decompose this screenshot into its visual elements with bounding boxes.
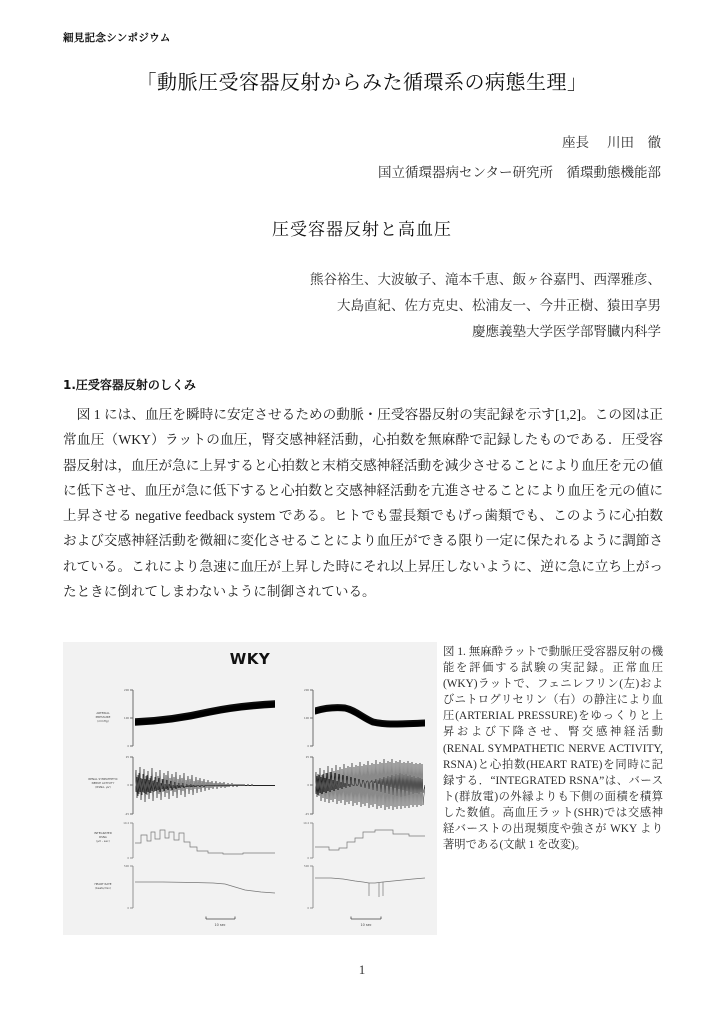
document-title: 「動脈圧受容器反射からみた循環系の病態生理」 xyxy=(136,72,588,94)
talk-title: 圧受容器反射と高血圧 xyxy=(272,220,452,239)
svg-text:-25: -25 xyxy=(304,813,309,816)
svg-text:25: 25 xyxy=(305,756,309,759)
svg-text:100: 100 xyxy=(304,717,309,720)
author-block xyxy=(63,267,661,345)
svg-text:200: 200 xyxy=(304,689,309,692)
svg-text:500: 500 xyxy=(124,865,129,868)
svg-text:100: 100 xyxy=(124,717,129,720)
svg-text:INTEGRATED: INTEGRATED xyxy=(94,831,112,835)
svg-text:10 sec: 10 sec xyxy=(214,923,226,927)
author-line-2: 大島直紀、佐方克史、松浦友一、今井正樹、猿田享男 xyxy=(337,298,661,313)
figure-row xyxy=(63,642,663,942)
physiological-recording-traces xyxy=(63,642,437,935)
author-line-1: 熊谷裕生、大波敏子、滝本千恵、飯ヶ谷嘉門、西澤雅彦、 xyxy=(310,272,661,287)
svg-text:0: 0 xyxy=(307,857,309,860)
svg-text:PRESSURE: PRESSURE xyxy=(95,715,111,719)
svg-text:0: 0 xyxy=(127,745,129,748)
svg-text:0: 0 xyxy=(127,857,129,860)
body-paragraph: 図 1 には、血圧を瞬時に安定させるための動脈・圧受容器反射の実記録を示す[1,2]。この図は正常血圧（WKY）ラットの血圧，腎交感神経活動，心拍数を無麻酔で記録したものである．圧受容器反射は，血圧が急に上昇すると心拍数と末梢交感神経活動を減少させることにより血圧を元の値に低下させ、血圧が急に低下すると心拍数と交感神経活動を亢進させることにより血圧を元の値に上昇させる negative feedback system である。ヒトでも霊長類でもげっ歯類でも、このように心拍数および交感神経活動を微細に変化させることにより血圧ができる限り一定に保たれるように調節されている。これにより急速に血圧が上昇した時にそれ以上昇圧しないように、逆に急に立ち上がったときに倒れてしまわないように制御されている。 xyxy=(63,407,663,600)
svg-text:10.4: 10.4 xyxy=(123,822,129,825)
section-heading: 1.圧受容器反射のしくみ xyxy=(63,378,196,392)
page-number: 1 xyxy=(358,962,366,977)
svg-text:(µV - sec): (µV - sec) xyxy=(96,839,110,843)
chair-block xyxy=(63,128,661,188)
svg-text:ARTERIAL: ARTERIAL xyxy=(96,711,110,715)
svg-text:(mmHg): (mmHg) xyxy=(97,719,109,723)
figure-image xyxy=(63,642,437,935)
svg-text:10 sec: 10 sec xyxy=(360,923,372,927)
svg-text:RENAL SYMPATHETIC: RENAL SYMPATHETIC xyxy=(88,777,118,781)
chair-name-line xyxy=(63,128,661,158)
svg-text:0: 0 xyxy=(127,907,129,910)
chair-name: 川田 徹 xyxy=(607,135,661,150)
svg-text:0: 0 xyxy=(307,745,309,748)
chair-affiliation: 国立循環器病センター研究所 循環動態機能部 xyxy=(378,165,661,180)
svg-text:RSNA: RSNA xyxy=(99,835,107,839)
svg-text:(RSNA, µV): (RSNA, µV) xyxy=(95,785,111,789)
svg-text:0: 0 xyxy=(127,784,129,787)
figure-caption: 図 1. 無麻酔ラットで動脈圧受容器反射の機能を評価する試験の実記録。正常血圧(WKY)ラットで、フェニレフリン(左)およびニトログリセリン（右）の静注により血圧(ARTERIAL PRESSURE)をゆっくりと上昇および下降させ、腎交感神経活動(RENAL SYMPATHETIC NERVE ACTIVITY, RSNA)と心拍数(HEART RATE)を同時に記録する．“INTEGRATED RSNA”は、バースト(群放電)の外縁よりも下側の面積を積算した数値。高血圧ラット(SHR)では交感神経バーストの出現頻度や強さが WKY より著明である(文献 1 を改変)。 xyxy=(443,646,663,852)
svg-text:0: 0 xyxy=(307,907,309,910)
svg-text:500: 500 xyxy=(304,865,309,868)
svg-text:0: 0 xyxy=(307,784,309,787)
svg-text:NERVE ACTIVITY: NERVE ACTIVITY xyxy=(91,781,115,785)
svg-text:200: 200 xyxy=(124,689,129,692)
figure-panel-label: WKY xyxy=(229,650,271,668)
svg-text:HEART RATE: HEART RATE xyxy=(94,882,112,886)
svg-text:-25: -25 xyxy=(124,813,129,816)
author-affiliation: 慶應義塾大学医学部腎臓内科学 xyxy=(472,324,661,339)
running-head: 細見記念シンポジウム xyxy=(63,32,171,44)
svg-text:25: 25 xyxy=(125,756,129,759)
chair-role-label: 座長 xyxy=(562,135,589,150)
svg-text:10.4: 10.4 xyxy=(303,822,309,825)
svg-text:(beats/min): (beats/min) xyxy=(94,886,112,890)
